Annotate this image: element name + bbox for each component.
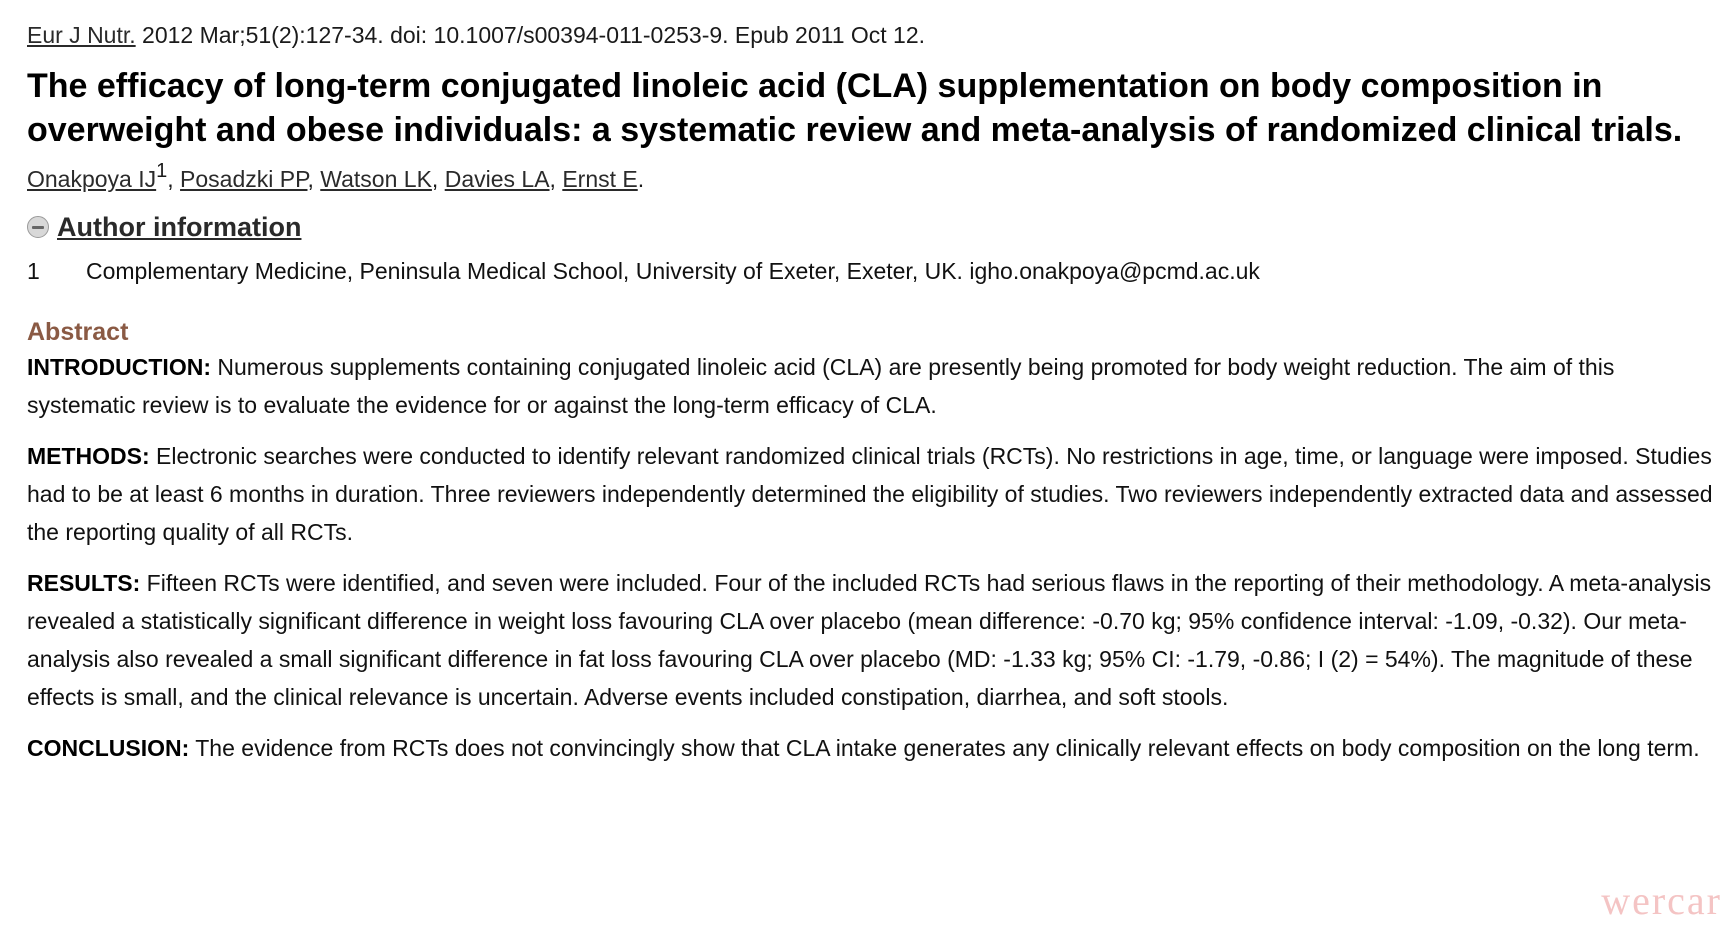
section-label: RESULTS: bbox=[27, 570, 141, 596]
citation-details: 2012 Mar;51(2):127-34. doi: 10.1007/s00394-011-0253-9. Epub 2011 Oct 12. bbox=[135, 22, 926, 48]
section-label: CONCLUSION: bbox=[27, 735, 190, 761]
affiliation-number: 1 bbox=[27, 258, 40, 284]
author-link-davies[interactable]: Davies LA bbox=[444, 166, 550, 192]
section-text: Electronic searches were conducted to identify relevant randomized clinical trials (RCTs). No restrictions in age, time, or language were imposed. Studies had to be at least 6 months in duration. Three reviewers independently determined the eligibility of studies. Two reviewers independently extracted data and assessed the reporting quality of all RCTs. bbox=[27, 443, 1713, 545]
citation-line bbox=[27, 20, 1727, 50]
author-information-toggle[interactable] bbox=[27, 210, 1727, 244]
author-link-posadzki[interactable]: Posadzki PP bbox=[180, 166, 308, 192]
watermark: wercar bbox=[1601, 878, 1722, 923]
affiliation-text: Complementary Medicine, Peninsula Medical School, University of Exeter, Exeter, UK. igho.onakpoya@pcmd.ac.uk bbox=[86, 258, 1260, 284]
author-link-watson[interactable]: Watson LK bbox=[320, 166, 432, 192]
author-list: Onakpoya $IJ^1$, Posadzki PP, Watson LK, Davies LA, Ernst E. bbox=[27, 160, 645, 192]
abstract-conclusion bbox=[27, 729, 1727, 767]
section-text: Fifteen RCTs were identified, and seven were included. Four of the included RCTs had serious flaws in the reporting of their methodology. A meta-analysis revealed a statistically significant difference in weight loss favouring CLA over placebo (mean difference: -0.70 kg; 95% confidence interval: -1.09, -0.32). Our meta-analysis also revealed a small significant difference in fat loss favouring CLA over placebo (MD: -1.33 kg; 95% CI: -1.79, -0.86; I (2) = 54%). The magnitude of these effects is small, and the clinical relevance is uncertain. Adverse events included constipation, diarrhea, and soft stools. bbox=[27, 570, 1712, 710]
abstract-methods bbox=[27, 437, 1727, 551]
abstract-results bbox=[27, 564, 1727, 716]
section-text: Numerous supplements containing conjugated linoleic acid (CLA) are presently being promoted for body weight reduction. The aim of this systematic review is to evaluate the evidence for or against the long-term efficacy of CLA. bbox=[27, 354, 1615, 418]
article-page bbox=[27, 20, 1727, 780]
author-information-link[interactable]: Author information bbox=[57, 212, 302, 242]
collapse-minus-icon[interactable] bbox=[27, 216, 49, 238]
section-label: INTRODUCTION: bbox=[27, 354, 211, 380]
affiliation-row bbox=[27, 254, 1727, 288]
section-label: METHODS: bbox=[27, 443, 150, 469]
article-title: The efficacy of long-term conjugated linoleic acid (CLA) supplementation on body composition in overweight and obese individuals: a systematic review and meta-analysis of randomized clinical trials. bbox=[27, 67, 1683, 149]
section-text: The evidence from RCTs does not convincingly show that CLA intake generates any clinically relevant effects on body composition on the long term. bbox=[189, 735, 1700, 761]
author-link-ernst[interactable]: Ernst E bbox=[562, 166, 638, 192]
journal-link[interactable]: Eur J Nutr. bbox=[27, 22, 136, 48]
abstract-heading: Abstract bbox=[27, 318, 129, 346]
author-link-onakpoya[interactable]: Onakpoya IJ bbox=[27, 166, 157, 192]
author-affiliation-sup: 1 bbox=[156, 160, 168, 182]
abstract-introduction bbox=[27, 348, 1727, 424]
